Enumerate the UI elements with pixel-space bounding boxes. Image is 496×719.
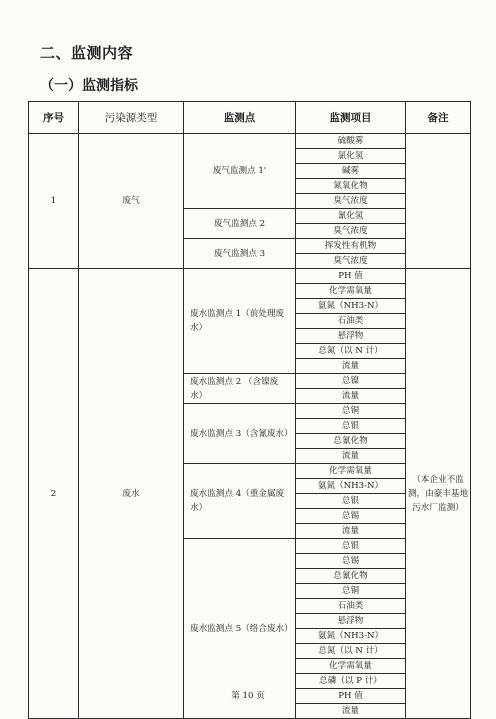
monitoring-item: 石油类 bbox=[296, 599, 406, 614]
monitoring-item: 总磷（以 P 计） bbox=[296, 674, 406, 689]
monitoring-item: 挥发性有机物 bbox=[296, 239, 406, 254]
monitoring-point: 废气监测点 1' bbox=[184, 134, 296, 209]
table-row bbox=[29, 269, 471, 284]
monitoring-item: 氮氧化物 bbox=[296, 179, 406, 194]
monitoring-item: 总氮（以 N 计） bbox=[296, 644, 406, 659]
monitoring-item: 臭气浓度 bbox=[296, 224, 406, 239]
monitoring-item: 总氰化物 bbox=[296, 434, 406, 449]
monitoring-item: PH 值 bbox=[296, 689, 406, 704]
monitoring-item: 臭气浓度 bbox=[296, 194, 406, 209]
monitoring-item: 总铜 bbox=[296, 404, 406, 419]
monitoring-item: 悬浮物 bbox=[296, 614, 406, 629]
row-number: 2 bbox=[29, 269, 79, 719]
monitoring-point: 废气监测点 3 bbox=[184, 239, 296, 269]
monitoring-item: 流量 bbox=[296, 524, 406, 539]
monitoring-item: 总银 bbox=[296, 494, 406, 509]
monitoring-point: 废气监测点 2 bbox=[184, 209, 296, 239]
header-no: 序号 bbox=[29, 102, 79, 134]
monitoring-item: 化学需氧量 bbox=[296, 464, 406, 479]
header-monitoring-point: 监测点 bbox=[184, 102, 296, 134]
row-number: 1 bbox=[29, 134, 79, 269]
monitoring-point: 废水监测点 5（络合废水） bbox=[184, 539, 296, 719]
monitoring-item: PH 值 bbox=[296, 269, 406, 284]
table-row bbox=[29, 134, 471, 149]
remark-cell: （本企业不监测，由豪丰基地污水厂监测） bbox=[406, 269, 471, 719]
monitoring-item: 氨氮（NH3-N） bbox=[296, 479, 406, 494]
monitoring-table bbox=[28, 101, 471, 719]
subsection-title: （一）监测指标 bbox=[40, 78, 138, 94]
monitoring-item: 臭气浓度 bbox=[296, 254, 406, 269]
monitoring-item: 氨氮（NH3-N） bbox=[296, 299, 406, 314]
monitoring-item: 总氰化物 bbox=[296, 569, 406, 584]
table-body bbox=[29, 134, 471, 719]
monitoring-item: 化学需氧量 bbox=[296, 659, 406, 674]
monitoring-point: 废水监测点 2 （含镍废水） bbox=[184, 374, 296, 404]
header-remarks: 备注 bbox=[406, 102, 471, 134]
remark-cell bbox=[406, 134, 471, 269]
monitoring-item: 氰化氢 bbox=[296, 209, 406, 224]
monitoring-item: 流量 bbox=[296, 449, 406, 464]
monitoring-item: 硫酸雾 bbox=[296, 134, 406, 149]
monitoring-item: 化学需氧量 bbox=[296, 284, 406, 299]
monitoring-item: 流量 bbox=[296, 704, 406, 719]
monitoring-item: 流量 bbox=[296, 389, 406, 404]
monitoring-point: 废水监测点 3（含氰废水） bbox=[184, 404, 296, 464]
monitoring-item: 氨氮（NH3-N） bbox=[296, 629, 406, 644]
header-source-type: 污染源类型 bbox=[79, 102, 184, 134]
pollution-source-type: 废气 bbox=[79, 134, 184, 269]
monitoring-item: 总锡 bbox=[296, 554, 406, 569]
monitoring-item: 碱雾 bbox=[296, 164, 406, 179]
monitoring-item: 悬浮物 bbox=[296, 329, 406, 344]
monitoring-item: 总镍 bbox=[296, 374, 406, 389]
monitoring-item: 总银 bbox=[296, 539, 406, 554]
monitoring-item: 流量 bbox=[296, 359, 406, 374]
monitoring-item: 氯化氢 bbox=[296, 149, 406, 164]
monitoring-item: 总铜 bbox=[296, 584, 406, 599]
monitoring-item: 总锡 bbox=[296, 509, 406, 524]
monitoring-item: 总氮（以 N 计） bbox=[296, 344, 406, 359]
table-header-row bbox=[29, 102, 471, 134]
page-number: 第 10 页 bbox=[231, 691, 265, 701]
monitoring-point: 废水监测点 1（前处理废水） bbox=[184, 269, 296, 374]
monitoring-item: 石油类 bbox=[296, 314, 406, 329]
header-monitoring-items: 监测项目 bbox=[296, 102, 406, 134]
monitoring-item: 总银 bbox=[296, 419, 406, 434]
monitoring-point: 废水监测点 4（重金属废水） bbox=[184, 464, 296, 539]
pollution-source-type: 废水 bbox=[79, 269, 184, 719]
section-title: 二、监测内容 bbox=[40, 44, 134, 62]
